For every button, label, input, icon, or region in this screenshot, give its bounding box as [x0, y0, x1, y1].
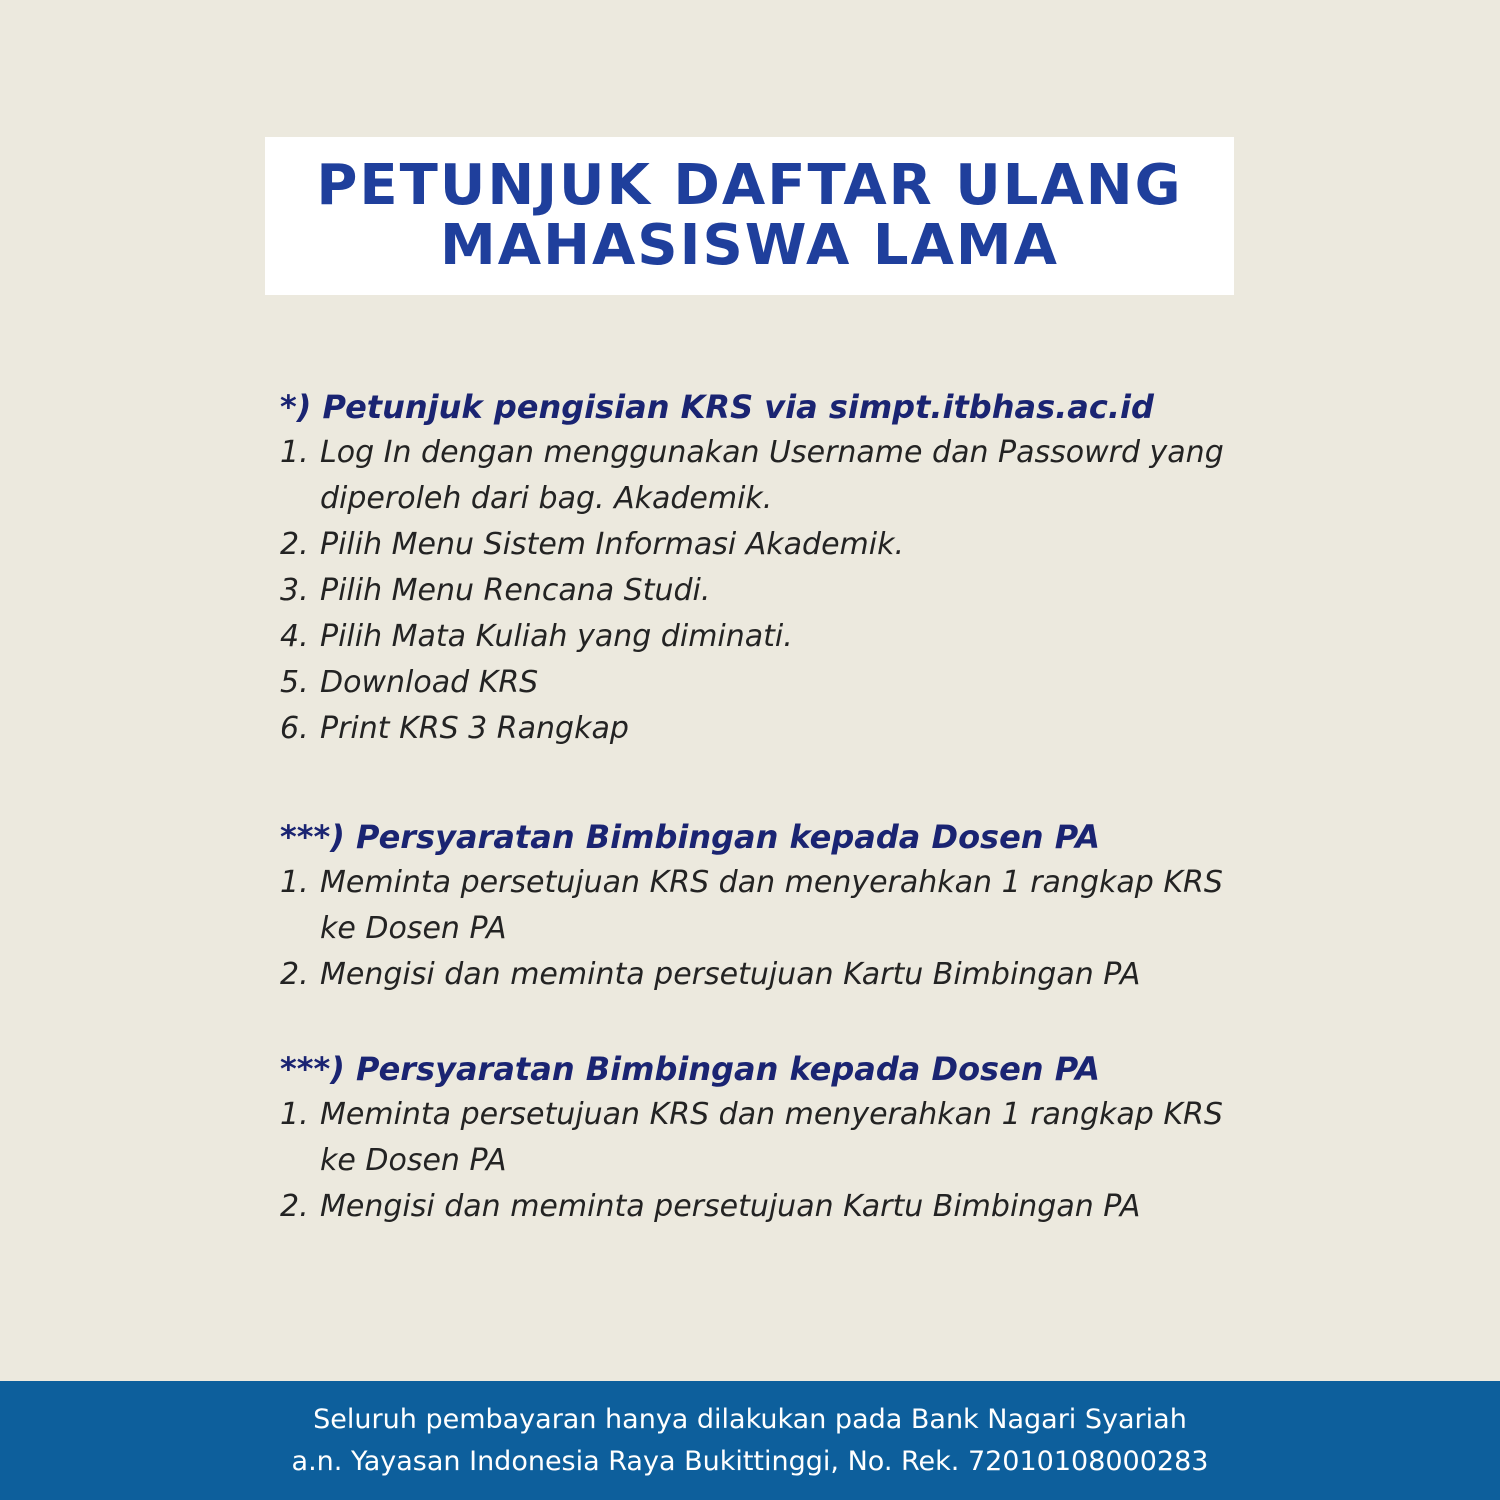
section-list: [280, 1092, 1240, 1230]
item-number: 4.: [280, 619, 309, 654]
section-heading: ***) Persyaratan Bimbingan kepada Dosen PA: [280, 1050, 1100, 1088]
item-number: 1.: [280, 865, 309, 900]
section-krs-instructions: [280, 384, 1240, 752]
list-item: [280, 1092, 1240, 1184]
list-item: [280, 706, 1240, 752]
list-item: [280, 660, 1240, 706]
footer-line-2: a.n. Yayasan Indonesia Raya Bukittinggi, No. Rek. 72010108000283: [291, 1445, 1209, 1477]
payment-footer: [0, 1381, 1500, 1500]
section-heading: ***) Persyaratan Bimbingan kepada Dosen PA: [280, 818, 1100, 856]
section-guidance-requirements-repeat: [280, 1046, 1240, 1230]
list-item: [280, 614, 1240, 660]
item-number: 1.: [280, 435, 309, 470]
item-text: Log In dengan menggunakan Username dan Passowrd yang diperoleh dari bag. Akademik.: [320, 435, 1224, 516]
item-text: Pilih Mata Kuliah yang diminati.: [320, 619, 793, 654]
list-item: [280, 430, 1240, 522]
page-title-line-1: PETUNJUK DAFTAR ULANG: [316, 153, 1183, 218]
item-number: 2.: [280, 1189, 309, 1224]
section-guidance-requirements: [280, 814, 1240, 998]
item-text: Download KRS: [320, 665, 539, 700]
section-heading: *) Petunjuk pengisian KRS via simpt.itbhas.ac.id: [280, 388, 1154, 426]
item-number: 1.: [280, 1097, 309, 1132]
page-title-line-2: MAHASISWA LAMA: [440, 213, 1059, 278]
footer-line-1: Seluruh pembayaran hanya dilakukan pada Bank Nagari Syariah: [313, 1403, 1187, 1435]
list-item: [280, 952, 1240, 998]
list-item: [280, 568, 1240, 614]
item-text: Mengisi dan meminta persetujuan Kartu Bimbingan PA: [320, 957, 1141, 992]
item-text: Pilih Menu Sistem Informasi Akademik.: [320, 527, 905, 562]
item-number: 6.: [280, 711, 309, 746]
item-number: 2.: [280, 527, 309, 562]
item-text: Meminta persetujuan KRS dan menyerahkan 1 rangkap KRS ke Dosen PA: [320, 865, 1223, 946]
item-number: 2.: [280, 957, 309, 992]
list-item: [280, 1184, 1240, 1230]
list-item: [280, 860, 1240, 952]
item-text: Pilih Menu Rencana Studi.: [320, 573, 711, 608]
item-number: 3.: [280, 573, 309, 608]
item-text: Mengisi dan meminta persetujuan Kartu Bimbingan PA: [320, 1189, 1141, 1224]
item-text: Print KRS 3 Rangkap: [320, 711, 629, 746]
section-list: [280, 860, 1240, 998]
title-banner: [265, 137, 1234, 295]
section-list: [280, 430, 1240, 752]
item-text: Meminta persetujuan KRS dan menyerahkan 1 rangkap KRS ke Dosen PA: [320, 1097, 1223, 1178]
item-number: 5.: [280, 665, 309, 700]
list-item: [280, 522, 1240, 568]
